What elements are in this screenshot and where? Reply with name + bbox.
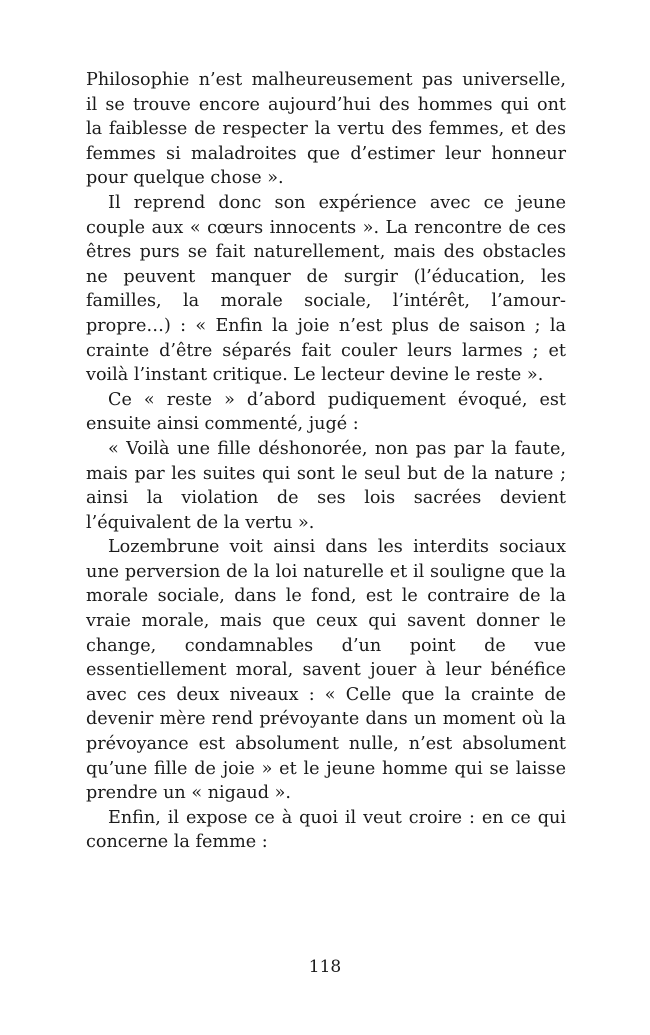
paragraph: Lozembrune voit ainsi dans les interdits sociaux une perversion de la loi naturelle et il souligne que la morale sociale, dans le fond, est le contraire de la vraie morale, mais que ceux qui savent donner le change, condamnables d’un point de vue essentiellement moral, savent jouer à leur bénéfice avec ces deux niveaux : « Celle que la crainte de devenir mère rend prévoyante dans un moment où la prévoyance est absolument nulle, n’est absolument qu’une fille de joie » et le jeune homme qui se laisse prendre un « nigaud ». [86,537,566,804]
quote-paragraph: « Voilà une fille déshonorée, non pas par la faute, mais par les suites qui sont le seul but de la nature ; ainsi la violation de ses lois sacrées devient l’équivalent de la vertu ». [86,438,566,533]
page-number: 118 [308,957,342,977]
page-body [86,68,566,855]
paragraph-continuation: Philosophie n’est malheureusement pas universelle, il se trouve encore aujourd’hui des hommes qui ont la faiblesse de respecter la vertu des femmes, et des femmes si maladroites que d’estimer leur honneur pour quelque chose ». [86,70,566,189]
paragraph: Enfin, il expose ce à quoi il veut croire : en ce qui concerne la femme : [86,807,566,853]
paragraph: Il reprend donc son expérience avec ce jeune couple aux « cœurs innocents ». La rencontre de ces êtres purs se fait naturellement, mais des obstacles ne peuvent manquer de surgir (l’éducation, les familles, la morale sociale, l’intérêt, l’amour-propre…) : « Enfin la joie n’est plus de saison ; la crainte d’être séparés fait couler leurs larmes ; et voilà l’instant critique. Le lecteur devine le reste ». [86,192,566,386]
paragraph: Ce « reste » d’abord pudiquement évoqué, est ensuite ainsi commenté, jugé : [86,389,566,435]
